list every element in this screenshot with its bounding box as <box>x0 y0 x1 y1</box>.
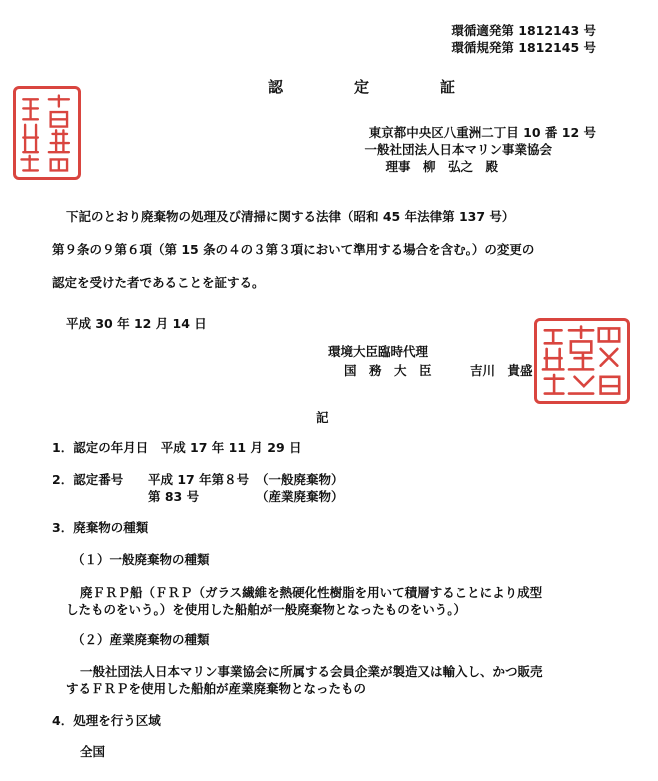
item-3-1-heading: （１）一般廃棄物の種類 <box>72 552 210 567</box>
item-4-text: 全国 <box>80 744 106 759</box>
addressee-address: 東京都中央区八重洲二丁目 10 番 12 号 <box>368 125 596 140</box>
page-title: 認 定 証 <box>268 78 484 96</box>
addressee-organization: 一般社団法人日本マリン事業協会 <box>364 142 552 157</box>
item-3-1-text: 廃ＦＲＰ船（ＦＲＰ（ガラス繊維を熱硬化性樹脂を用いて積層することにより成型 <box>80 585 543 600</box>
item-3-2-heading: （２）産業廃棄物の種類 <box>72 632 210 647</box>
seal-icon <box>537 321 627 401</box>
addressee-name: 理事 柳 弘之 殿 <box>385 159 498 174</box>
item-4-heading: 4．処理を行う区域 <box>52 713 161 728</box>
body-line: 認定を受けた者であることを証する。 <box>52 275 265 290</box>
official-seal-issuer <box>534 318 630 404</box>
item-1-date: 1．認定の年月日 平成 17 年 11 月 29 日 <box>52 440 302 455</box>
seal-icon <box>16 89 78 177</box>
issue-date: 平成 30 年 12 月 14 日 <box>66 316 207 331</box>
item-3-2-text: 一般社団法人日本マリン事業協会に所属する会員企業が製造又は輸入し、かつ販売 <box>80 664 543 679</box>
reference-number: 環循規発第 1812145 号 <box>451 40 596 55</box>
ki-marker: 記 <box>316 410 329 425</box>
item-2-type-b: （産業廃棄物） <box>256 489 344 504</box>
issuer-title: 環境大臣臨時代理 <box>328 344 429 359</box>
item-3-1-text: したものをいう。）を使用した船舶が一般廃棄物となったものをいう。） <box>66 602 467 617</box>
issuer-name: 吉川 貴盛 <box>470 363 533 378</box>
reference-number: 環循適発第 1812143 号 <box>451 23 596 38</box>
item-3-heading: 3．廃棄物の種類 <box>52 520 149 535</box>
official-seal-left <box>13 86 81 180</box>
reference-numbers <box>451 22 596 56</box>
item-2-type-a: （一般廃棄物） <box>256 472 344 487</box>
body-line: 下記のとおり廃棄物の処理及び清掃に関する法律（昭和 45 年法律第 137 号） <box>66 209 515 224</box>
addressee <box>364 124 596 175</box>
item-2-number-a: 平成 17 年第８号 <box>148 472 250 487</box>
issuer-role: 国 務 大 臣 <box>344 363 432 378</box>
item-3-2-text: するＦＲＰを使用した船舶が産業廃棄物となったもの <box>66 681 367 696</box>
item-2-label: 2．認定番号 <box>52 472 124 487</box>
body-line: 第９条の９第６項（第 15 条の４の３第３項において準用する場合を含む。）の変更の <box>52 242 535 257</box>
item-2-number-b: 第 83 号 <box>148 489 200 504</box>
